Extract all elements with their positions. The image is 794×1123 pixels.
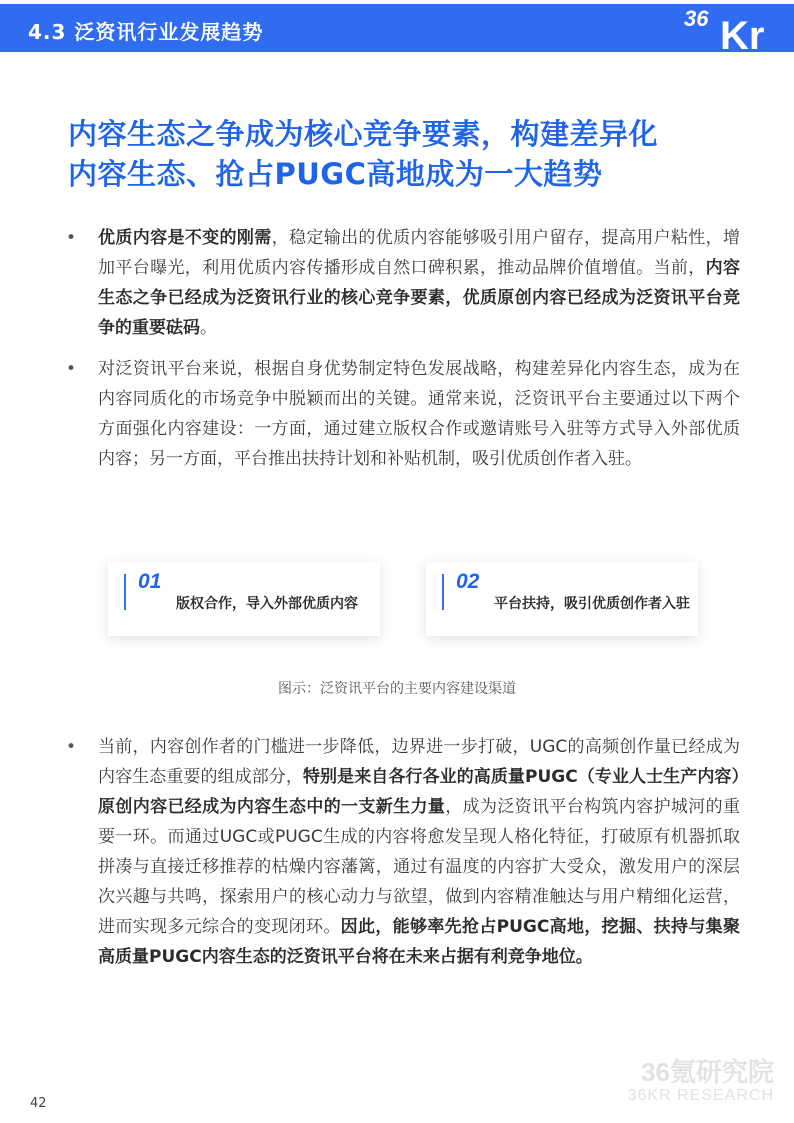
card-text: 版权合作，导入外部优质内容 <box>176 596 358 612</box>
figure-caption: 图示：泛资讯平台的主要内容建设渠道 <box>278 681 516 697</box>
card-number: 01 <box>138 570 162 593</box>
section-header-bar <box>0 4 794 58</box>
section-title: 4.3 泛资讯行业发展趋势 <box>28 20 264 44</box>
body-text: ，稳定输出的优质内容能够吸引用户留存，提高用户粘性，增加平台曝光，利用优质内容传播形成自然口碑积累，推动品牌价值增值。当前， <box>98 228 741 278</box>
bullet-item <box>60 732 740 972</box>
logo-letters: Kr <box>720 14 765 58</box>
card-number: 02 <box>456 570 480 593</box>
headline-line-1: 内容生态之争成为核心竞争要素，构建差异化 <box>68 117 659 151</box>
body-text: ，成为泛资讯平台构筑内容护城河的重要一环。而通过UGC或PUGC生成的内容将愈发呈现人格化特征，打破原有机器抓取拼凑与直接迁移推荐的枯燥内容藩篱，通过有温度的内容扩大受众，激发用户的深层次兴趣与共鸣，探索用户的核心动力与欲望，做到内容精准触达与用户精细化运营，进而实现多元综合的变现闭环。 <box>98 797 741 937</box>
bold-text: 优质内容是不变的刚需 <box>98 228 272 248</box>
channel-card-support <box>426 562 698 636</box>
body-text: 对泛资讯平台来说，根据自身优势制定特色发展战略，构建差异化内容生态，成为在内容同质化的市场竞争中脱颖而出的关键。通常来说，泛资讯平台主要通过以下两个方面强化内容建设：一方面，通过建立版权合作或邀请账号入驻等方式导入外部优质内容；另一方面，平台推出扶持计划和补贴机制，吸引优质创作者入驻。 <box>98 359 740 469</box>
bullet-dot: • <box>66 228 77 248</box>
watermark-cn: 36氪研究院 <box>641 1057 774 1087</box>
bold-text: 特别是来自各行各业的高质量PUGC（专业人士生产内容）原创内容已经成为内容生态中的一支新生力量 <box>98 767 740 817</box>
card-accent-bar <box>124 574 126 610</box>
page-number: 42 <box>30 1096 47 1111</box>
channel-cards <box>108 562 698 638</box>
card-accent-bar <box>442 574 444 610</box>
bullet-dot: • <box>66 359 77 379</box>
bullet-list-top <box>60 223 740 474</box>
bullet-list-bottom <box>60 732 740 972</box>
36kr-logo <box>678 4 788 56</box>
research-watermark <box>628 1057 774 1105</box>
bold-text: 内容生态之争已经成为泛资讯行业的核心竞争要素，优质原创内容已经成为泛资讯平台竞争的重要砝码 <box>98 258 741 338</box>
bold-text: 因此，能够率先抢占PUGC高地，挖掘、扶持与集聚高质量PUGC内容生态的泛资讯平台将在未来占据有利竞争地位。 <box>98 917 740 967</box>
body-text: 。 <box>200 318 217 338</box>
page-headline <box>68 114 748 194</box>
logo-number: 36 <box>684 6 709 31</box>
body-text: 当前，内容创作者的门槛进一步降低，边界进一步打破，UGC的高频创作量已经成为内容生态重要的组成部分， <box>98 737 740 787</box>
watermark-en: 36KR RESEARCH <box>627 1087 774 1104</box>
bullet-item <box>60 223 740 343</box>
card-text: 平台扶持，吸引优质创作者入驻 <box>494 596 690 612</box>
bullet-dot: • <box>66 737 77 757</box>
bullet-item <box>60 354 740 474</box>
headline-line-2: 内容生态、抢占PUGC高地成为一大趋势 <box>68 157 603 191</box>
channel-card-copyright <box>108 562 380 636</box>
